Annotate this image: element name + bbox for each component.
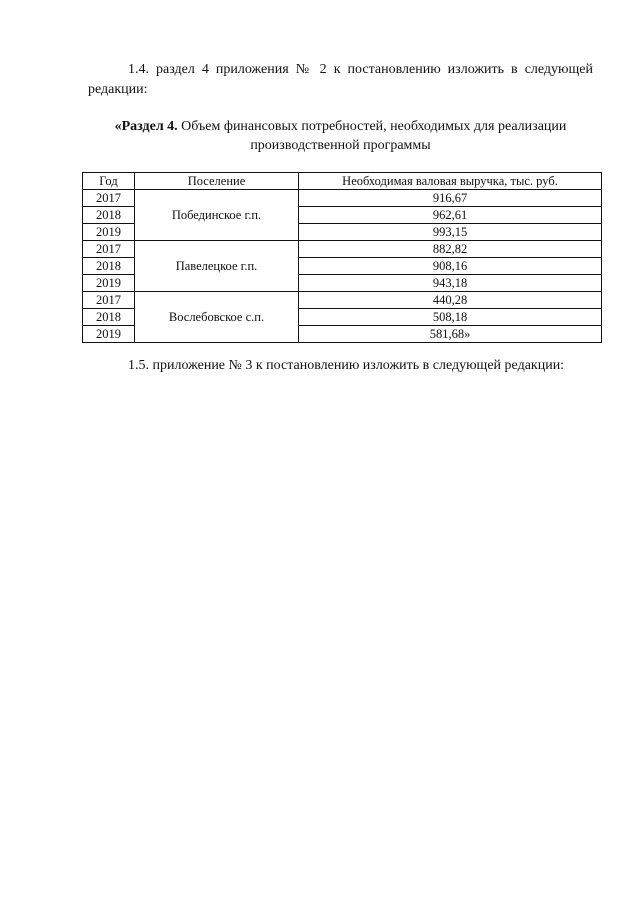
section-title-rest: Объем финансовых потребностей, необходимых для реализации производственной программы (177, 119, 567, 153)
revenue-cell: 962,61 (299, 207, 602, 224)
settlement-cell: Вослебовское с.п. (135, 292, 299, 343)
table-header-row (83, 173, 602, 190)
financial-needs-table (82, 172, 602, 343)
year-cell: 2018 (83, 309, 135, 326)
year-cell: 2017 (83, 292, 135, 309)
revenue-cell: 993,15 (299, 224, 602, 241)
table-row (83, 241, 602, 258)
paragraph-1-5 (88, 356, 593, 376)
revenue-cell: 916,67 (299, 190, 602, 207)
year-cell: 2017 (83, 241, 135, 258)
revenue-cell: 581,68» (299, 326, 602, 343)
header-settlement: Поселение (135, 173, 299, 190)
revenue-cell: 908,16 (299, 258, 602, 275)
year-cell: 2018 (83, 258, 135, 275)
settlement-cell: Павелецкое г.п. (135, 241, 299, 292)
year-cell: 2019 (83, 224, 135, 241)
section-title (88, 117, 593, 155)
table-row (83, 292, 602, 309)
header-revenue: Необходимая валовая выручка, тыс. руб. (299, 173, 602, 190)
revenue-cell: 882,82 (299, 241, 602, 258)
section-title-bold: «Раздел 4. (114, 119, 178, 134)
table-row (83, 190, 602, 207)
settlement-cell: Побединское г.п. (135, 190, 299, 241)
revenue-cell: 943,18 (299, 275, 602, 292)
revenue-cell: 508,18 (299, 309, 602, 326)
paragraph-1-4-text: 1.4. раздел 4 приложения № 2 к постановлению изложить в следующей редакции: (88, 62, 593, 97)
year-cell: 2017 (83, 190, 135, 207)
paragraph-1-4 (88, 60, 593, 100)
year-cell: 2019 (83, 326, 135, 343)
paragraph-1-5-text: 1.5. приложение № 3 к постановлению изложить в следующей редакции: (128, 358, 565, 373)
header-year: Год (83, 173, 135, 190)
year-cell: 2019 (83, 275, 135, 292)
year-cell: 2018 (83, 207, 135, 224)
revenue-cell: 440,28 (299, 292, 602, 309)
